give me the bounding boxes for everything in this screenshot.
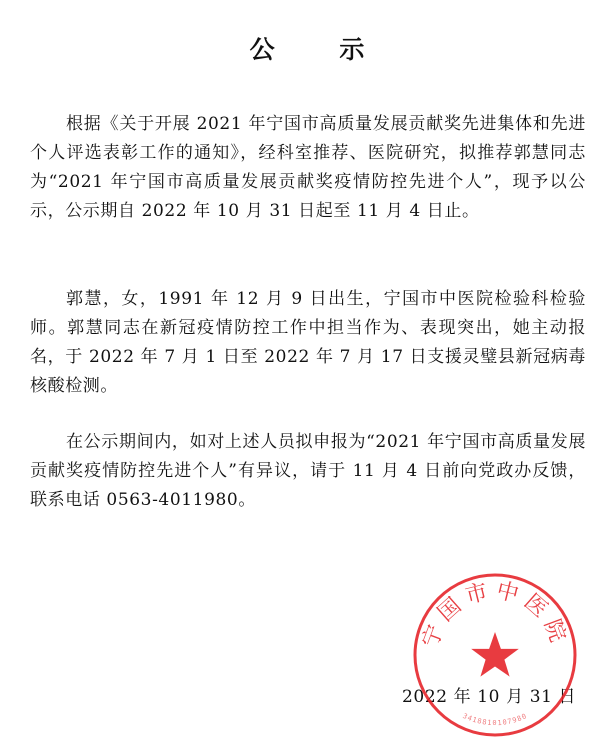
seal-code-text: 3418810107980 — [461, 711, 529, 728]
paragraph-3: 在公示期间内，如对上述人员拟申报为“2021 年宁国市高质量发展贡献奖疫情防控先进个人”有异议，请于 11 月 4 日前向党政办反馈，联系电话 0563-4011980。 — [30, 432, 586, 510]
page-title: 公 示 — [249, 35, 393, 64]
signature-date: 2022 年 10 月 31 日 — [402, 687, 577, 707]
official-seal-stamp — [410, 570, 580, 740]
paragraph-1: 根据《关于开展 2021 年宁国市高质量发展贡献奖先进集体和先进个人评选表彰工作的通知》，经科室推荐、医院研究，拟推荐郭慧同志为“2021 年宁国市高质量发展贡献奖疫情防控先进个人”，现予以公示，公示期自 2022 年 10 月 31 日起至 11 月 4 日止。 — [30, 114, 586, 221]
seal-name-text: 宁国市中医院 — [418, 578, 572, 652]
seal-star-icon — [471, 632, 519, 677]
paragraph-2: 郭慧，女，1991 年 12 月 9 日出生，宁国市中医院检验科检验师。郭慧同志在新冠疫情防控工作中担当作为、表现突出，她主动报名，于 2022 年 7 月 1 日至 2022 年 7 月 17 日支援灵璧县新冠病毒核酸检测。 — [30, 289, 586, 396]
